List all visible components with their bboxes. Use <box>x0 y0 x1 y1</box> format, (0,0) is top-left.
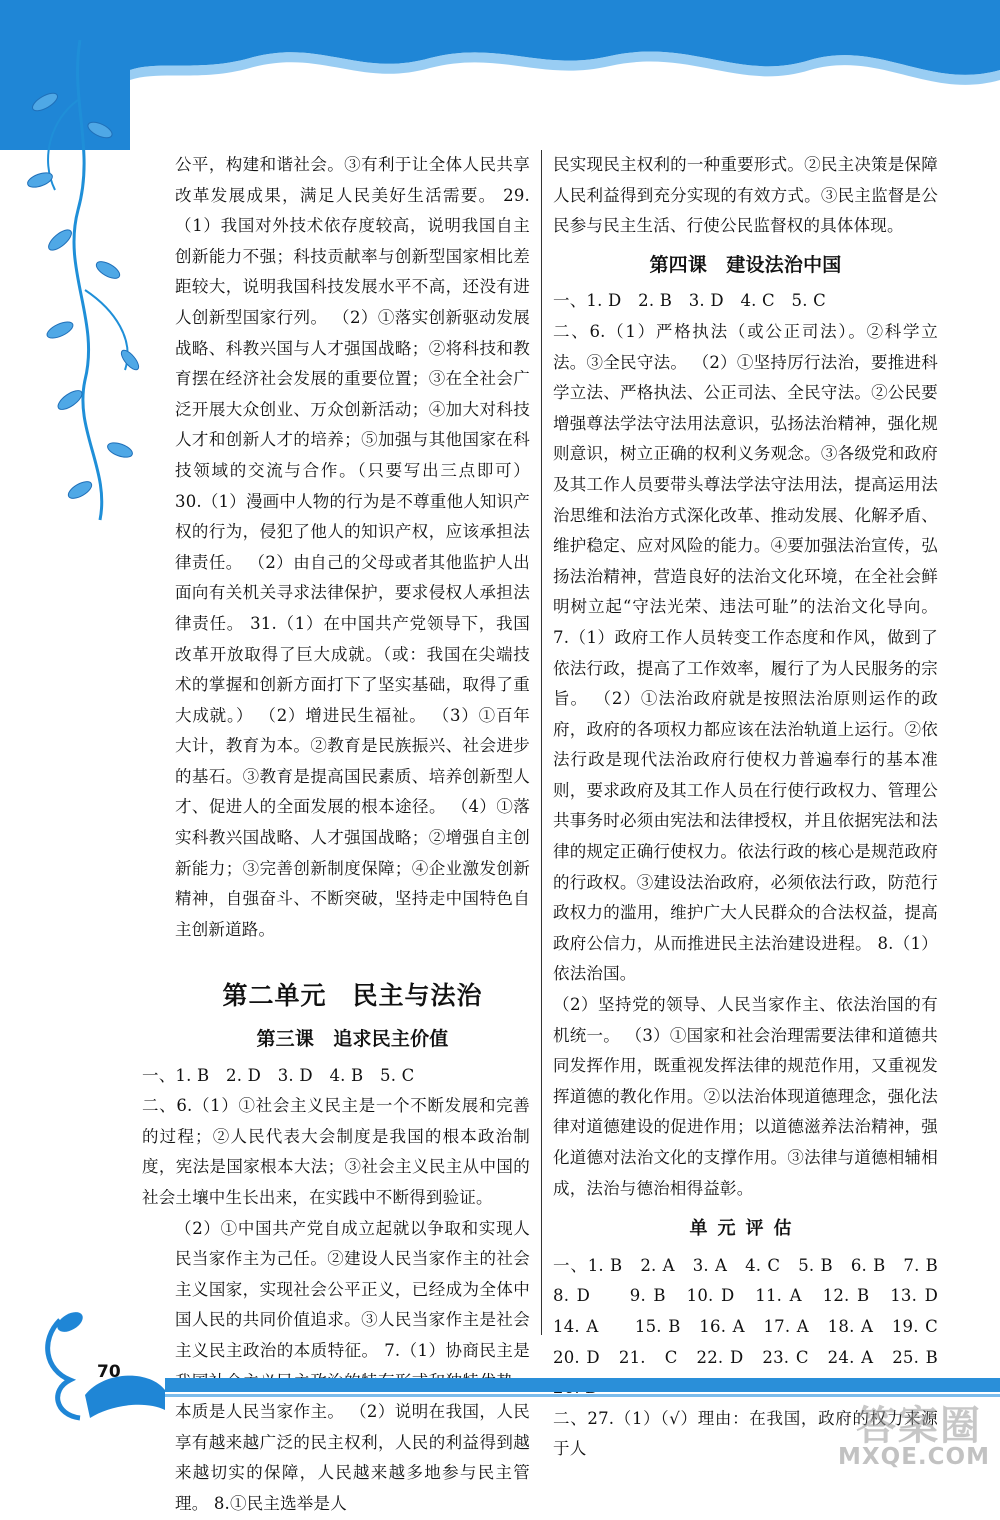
answer-line: 一、1. B 2. A 3. A 4. C 5. B 6. B 7. B 8. D 9. B 10. D 11. A 12. B 13. D 14. A 15. B 16. A 17. A 18. A 19. C 20. D 21. C 22. D 23. C 24. A 25. B <box>553 1255 938 1367</box>
left-column <box>142 150 530 1520</box>
header-wave-band <box>0 0 1000 150</box>
answer-paragraph: 公平，构建和谐社会。③有利于让全体人民共享改革发展成果，满足人民美好生活需要。 29.（1）我国对外技术依存度较高，说明我国自主创新能力不强；科技贡献率与创新型国家相比差距较大，说明我国科技发展水平不高，还没有进人创新型国家行列。 （2）①落实创新驱动发展战略、科教兴国与人才强国战略；②将科技和教育摆在经济社会发展的重要位置；③在全社会广泛开展大众创业、万众创新活动；④加大对科技人才和创新人才的培养；⑤加强与其他国家在科技领域的交流与合作。（只要写出三点即可） 30.（1）漫画中人物的行为是不尊重他人知识产权的行为，侵犯了他人的知识产权，应该承担法律责任。 （2）由自己的父母或者其他监护人出面向有关机关寻求法律保护，要求侵权人承担法律责任。 31.（1）在中国共产党领导下，我国改革开放取得了巨大成就。（或：我国在尖端技术的掌握和创新方面打下了坚实基础，取得了重大成就。） （2）增进民生福祉。 （3）①百年大计，教育为本。②教育是民族振兴、社会进步的基石。③教育是提高国民素质、培养创新型人才、促进人的全面发展的根本途径。 （4）①落实科教兴国战略、人才强国战略；②增强自主创新能力；③完善创新制度保障；④企业激发创新精神，自强奋斗、不断突破，坚持走中国特色自主创新道路。 <box>175 155 530 939</box>
watermark-url: MXQE.COM <box>838 1444 990 1470</box>
answer-paragraph: （2）①中国共产党自成立起就以争取和实现人民当家作主为己任。②建设人民当家作主的社会主义国家，实现社会公平正义，已经成为全体中国人民的共同价值追求。③人民当家作主是社会主义民主政治的本质特征。 7.（1）协商民主是 本质是人民当家作主。 （2）说明在我国，人民享有越来越广泛的民主权利，人民的利益得到越来越切实的保障，人民越来越多地参与民主管理。 8.①民主选举是人 <box>175 1218 530 1513</box>
watermark-logo-text: 答案圈 <box>856 1403 982 1449</box>
answer-line: 一、1. B 2. D 3. D 4. B 5. C <box>142 1065 415 1085</box>
answer-paragraph: 二、6.（1）严格执法（或公正司法）。②科学立法。③全民守法。 （2）①坚持厉行法治，要推进科学立法、严格执法、公正司法、全民守法。②公民要增强尊法学法守法用法意识，弘扬法治精神，强化规则意识，树立正确的权利义务观念。③各级党和政府及其工作人员要带头尊法学法守法用法，提高运用法治思维和法治方式深化改革、推动发展、化解矛盾、维护稳定、应对风险的能力。④要加强法治宣传，弘扬法治精神，营造良好的法治文化环境，在全社会鲜明树立起“守法光荣、违法可耻”的法治文化导向。 7.（1）政府工作人员转变工作态度和作风，做到了依法行政，提高了工作效率，履行了为人民服务的宗旨。 （2）①法治政府就是按照法治原则运作的政府，政府的各项权力都应该在法治轨道上运行。②依法行政是现代法治政府行使权力普遍奉行的基本准则，要求政府及其工作人员在行使行政权力、管理公共事务时必须由宪法和法律授权，并且依据宪法和法律的规定正确行使权力。依法行政的核心是规范政府的行政权。③建设法治政府，必须依法行政，防范行政权力的滥用，维护广大人民群众的合法权益，提高政府公信力，从而推进民主法治建设进程。 8.（1）依法治国。 <box>553 321 938 984</box>
lesson-title: 第四课 建设法治中国 <box>649 253 842 276</box>
vine-decoration <box>0 40 150 530</box>
section-title: 单元评估 <box>689 1218 802 1240</box>
footer-bar <box>165 1378 1000 1392</box>
column-divider <box>541 150 542 1335</box>
answer-paragraph: （2）坚持党的领导、人民当家作主、依法治国的有机统一。 （3）①国家和社会治理需要法律和道德共同发挥作用，既重视发挥法律的规范作用，又重视发挥道德的教化作用。②以法治体现道德理念，强化法律对道德建设的促进作用；以道德滋养法治精神，强化道德对法治文化的支撑作用。③法律与道德相辅相成，法治与德治相得益彰。 <box>553 995 938 1198</box>
watermark <box>800 1392 1000 1476</box>
answer-line: 一、1. D 2. B 3. D 4. C 5. C <box>553 291 826 311</box>
answer-line: 二、27.（1）（√）理由：在我国，政府的权力来源于人 <box>553 1408 938 1459</box>
page-number: 70 <box>97 1362 121 1382</box>
lesson-title: 第三课 追求民主价值 <box>256 1028 449 1051</box>
answer-paragraph: 二、6.（1）①社会主义民主是一个不断发展和完善的过程；②人民代表大会制度是我国的根本政治制度，宪法是国家根本大法；③社会主义民主从中国的社会土壤中生长出来，在实践中不断得到验证。 <box>142 1096 530 1207</box>
unit-title: 第二单元 民主与法治 <box>222 981 483 1011</box>
answer-paragraph: 民实现民主权利的一种重要形式。②民主决策是保障人民利益得到充分实现的有效方式。③民主监督是公民参与民主生活、行使公民监督权的具体体现。 <box>553 155 938 236</box>
right-column <box>553 150 938 1465</box>
